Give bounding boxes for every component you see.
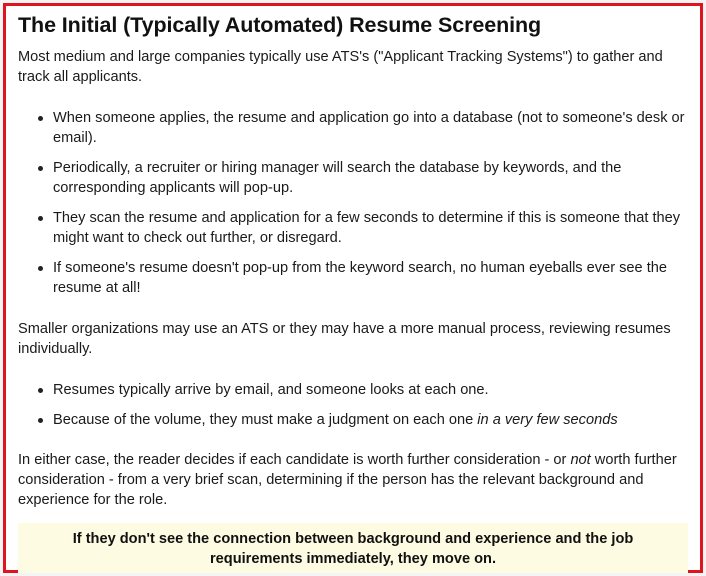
callout-text: If they don't see the connection between background and experience and the job requirements immediately, they move on. <box>72 531 634 567</box>
emphasis-text: not <box>570 452 591 468</box>
list-item <box>18 258 688 298</box>
document-frame <box>3 3 703 573</box>
bullet-icon <box>38 166 43 171</box>
document-content <box>6 6 700 573</box>
manual-process-list <box>18 380 688 430</box>
list-item-text: When someone applies, the resume and application go into a database (not to someone's desk or email). <box>53 110 685 146</box>
intro-paragraph: Most medium and large companies typically use ATS's ("Applicant Tracking Systems") to gather and track all applicants. <box>18 49 663 85</box>
either-case-paragraph <box>18 450 688 510</box>
bullet-icon <box>38 388 43 393</box>
ats-process-list <box>18 108 688 298</box>
list-item <box>18 208 688 248</box>
either-case-text-2: worth further consideration - from a very brief scan, determining if the person has the relevant background and experience for the role. <box>18 452 677 508</box>
page-title: The Initial (Typically Automated) Resume Screening <box>18 13 542 37</box>
either-case-text-1: In either case, the reader decides if each candidate is worth further consideration - or <box>18 452 571 468</box>
list-item-text: Periodically, a recruiter or hiring manager will search the database by keywords, and the corresponding applicants will pop-up. <box>53 160 622 196</box>
bullet-icon <box>38 216 43 221</box>
list-item-text: They scan the resume and application for a few seconds to determine if this is someone that they might want to check out further, or disregard. <box>53 210 681 246</box>
list-item <box>18 380 688 400</box>
list-item <box>18 158 688 198</box>
list-item-text: Because of the volume, they must make a judgment on each one <box>53 412 478 428</box>
list-item <box>18 108 688 148</box>
emphasis-text: in a very few seconds <box>477 412 618 428</box>
callout-box <box>18 523 688 573</box>
bullet-icon <box>38 116 43 121</box>
bullet-icon <box>38 266 43 271</box>
smaller-orgs-paragraph: Smaller organizations may use an ATS or they may have a more manual process, reviewing resumes individually. <box>18 321 671 357</box>
list-item-text: If someone's resume doesn't pop-up from the keyword search, no human eyeballs ever see the resume at all! <box>53 260 667 296</box>
list-item <box>18 410 688 430</box>
bullet-icon <box>38 418 43 423</box>
list-item-text: Resumes typically arrive by email, and someone looks at each one. <box>53 382 489 398</box>
